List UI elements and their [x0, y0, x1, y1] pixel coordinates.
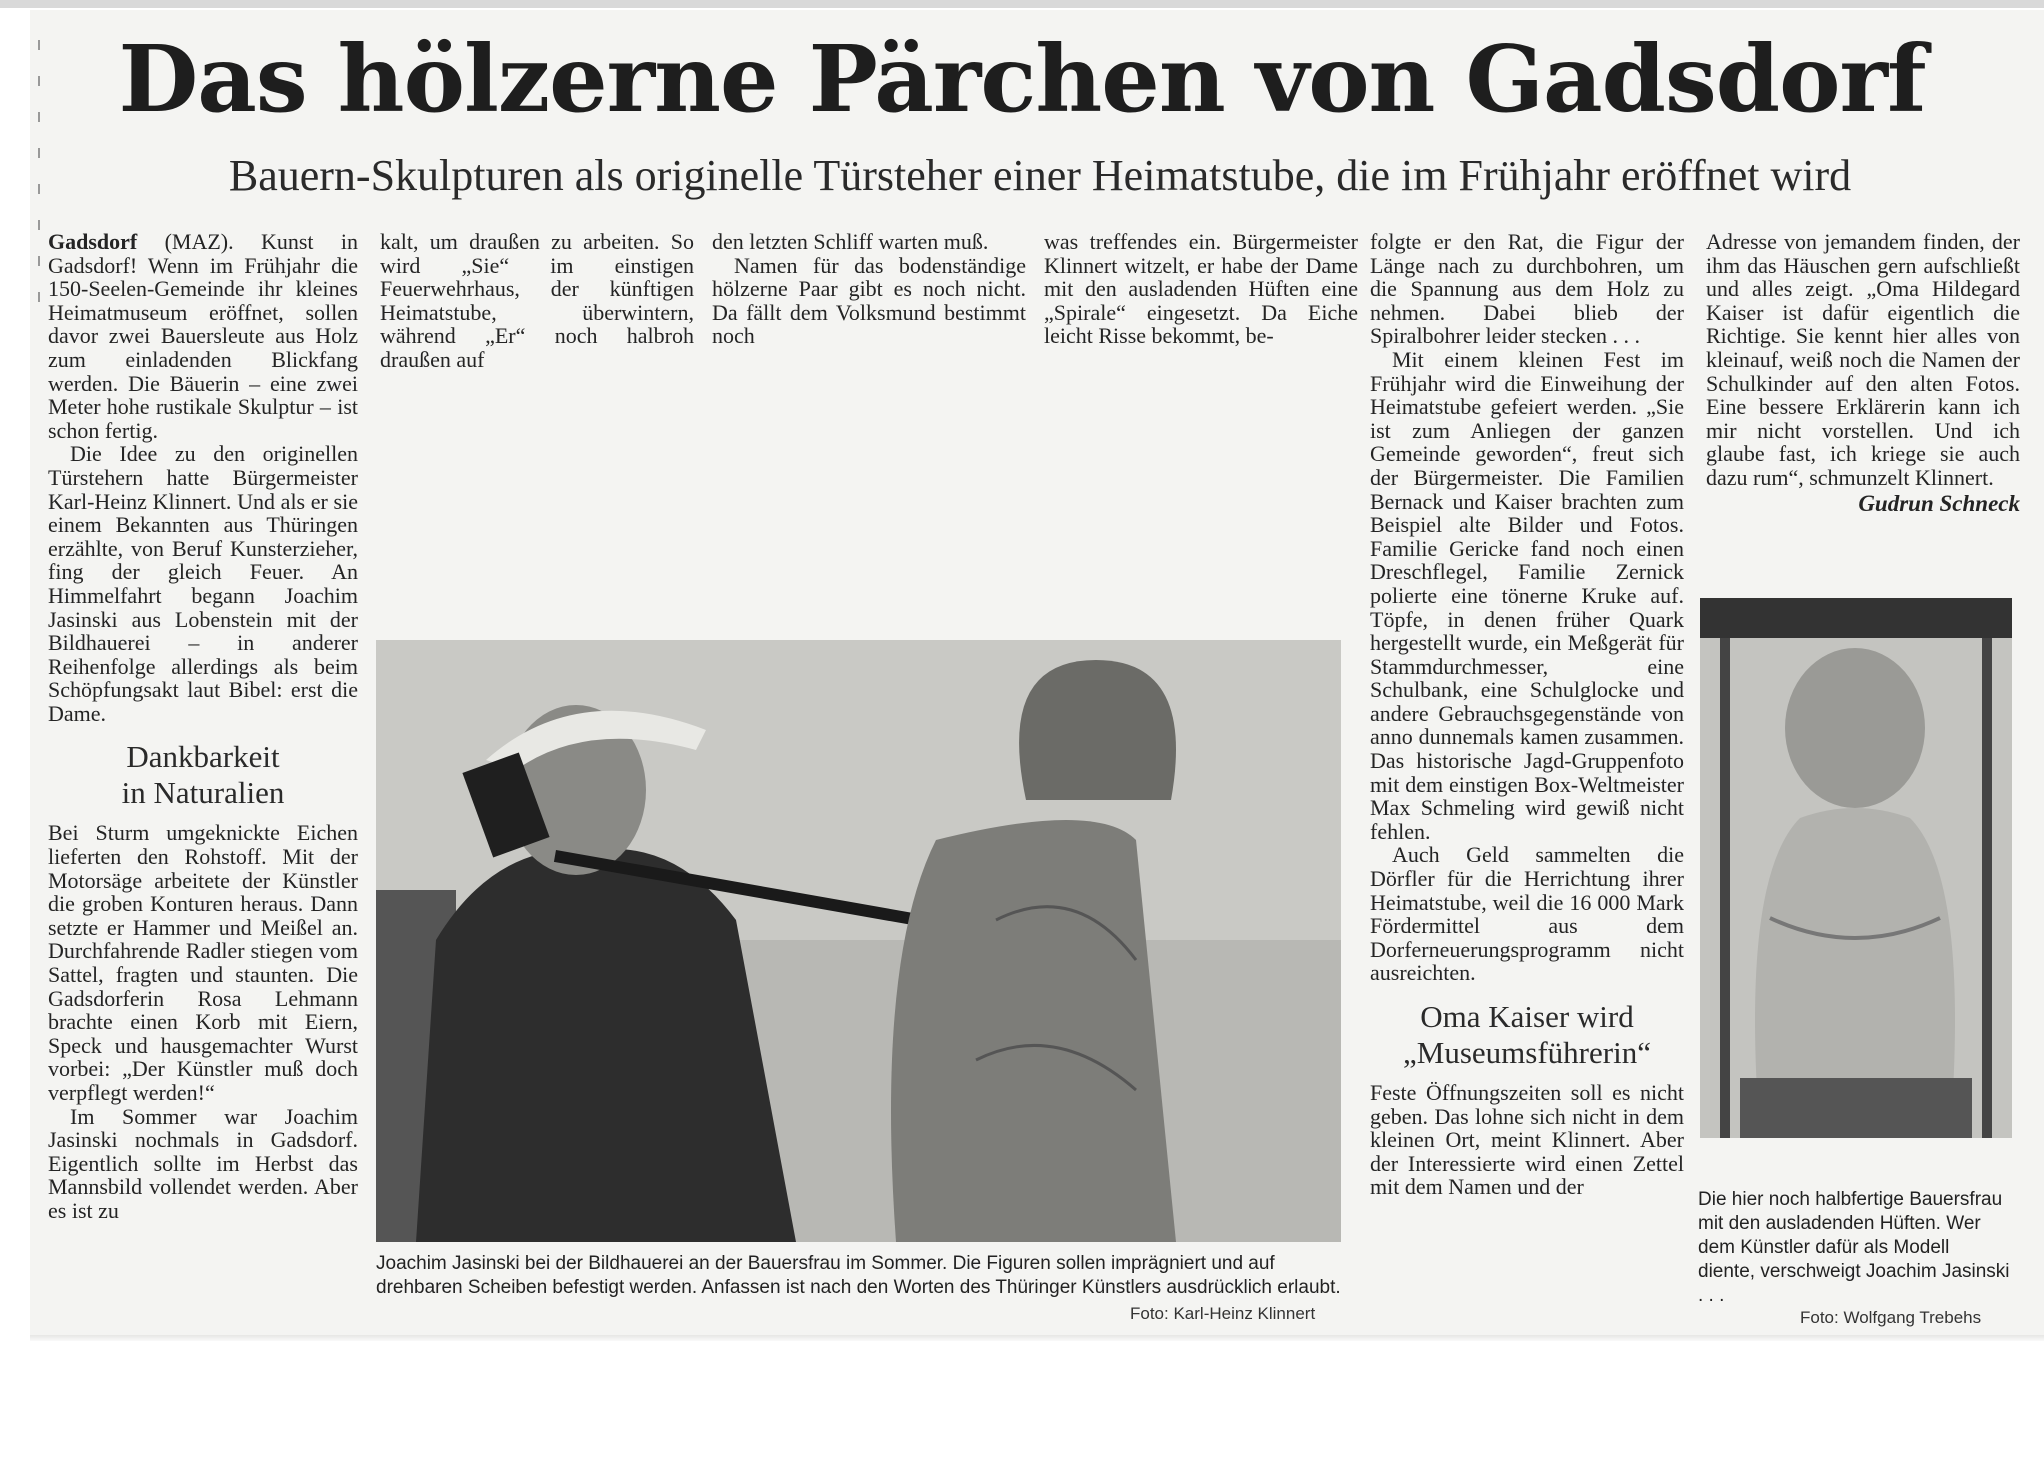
side-photo-caption: Die hier noch halbfertige Bauersfrau mit den ausladenden Hüften. Wer dem Künstler dafür als Modell diente, verschweigt Joachim Jasinski . . . [1698, 1189, 2010, 1306]
paragraph: folgte er den Rat, die Figur der Länge nach zu durchbohren, um die Spannung aus dem Holz zu nehmen. Dabei blieb der Spiralbohrer leider stecken . . . [1370, 229, 1684, 349]
sculpture-head [1019, 660, 1176, 800]
subheadline: Bauern-Skulpturen als originelle Türsteher einer Heimatstube, die im Frühjahr eröffnet wird [228, 151, 1852, 200]
subhead-line: Oma Kaiser wird [1420, 999, 1634, 1034]
lead-text: (MAZ). Kunst in Gadsdorf! Wenn im Frühjahr die 150-Seelen-Gemeinde ihr kleines Heimatmuseum eröffnet, sollen davor zwei Bauersleute aus Holz zum einladenden Blickfang werden. Die Bäuerin – eine zwei Meter hohe rustikale Skulptur – ist schon fertig. [48, 229, 358, 443]
column-3 [712, 230, 1026, 348]
subhead-dankbarkeit [48, 739, 358, 811]
paragraph: Feste Öffnungszeiten soll es nicht geben. Das lohne sich nicht in dem kleinen Ort, meint Klinnert. Aber der Interessierte wird einen Zettel mit dem Namen und der [1370, 1080, 1684, 1200]
paragraph: Auch Geld sammelten die Dörfler für die Herrichtung ihrer Heimatstube, weil die 16 000 Mark Fördermittel aus dem Dorferneuerungsprogramm nicht ausreichten. [1370, 842, 1684, 986]
sculpture-body [891, 820, 1176, 1242]
column-6 [1706, 230, 2020, 515]
column-4 [1044, 230, 1358, 348]
main-photo-credit: Foto: Karl-Heinz Klinnert [1130, 1304, 1316, 1323]
main-photo-caption: Joachim Jasinski bei der Bildhauerei an der Bauersfrau im Sommer. Die Figuren sollen imprägniert und auf drehbaren Scheiben befestigt werden. Anfassen ist nach den Worten des Thüringer Künstlers ausdrücklich erlaubt. [376, 1253, 1341, 1298]
side-photo [1700, 598, 2012, 1138]
paragraph: Namen für das bodenständige hölzerne Paar gibt es noch nicht. Da fällt dem Volksmund bestimmt noch [712, 252, 1026, 349]
subhead-line: in Naturalien [121, 775, 285, 811]
column-5 [1370, 230, 1684, 1199]
paragraph: Die Idee zu den originellen Türstehern hatte Bürgermeister Karl-Heinz Klinnert. Und als er sie einem Bekannten aus Thüringen erzählte, von Beruf Kunsterzieher, fing der gleich Feuer. An Himmelfahrt begann Joachim Jasinski aus Lobenstein mit der Bildhauerei – in anderer Reihenfolge allerdings als beim Schöpfungsakt laut Bibel: erst die Dame. [48, 441, 358, 726]
byline: Gudrun Schneck [1858, 490, 2020, 516]
column-2 [380, 230, 694, 372]
paragraph: Im Sommer war Joachim Jasinski nochmals in Gadsdorf. Eigentlich sollte im Herbst das Mannsbild vollendet werden. Aber es ist zu [48, 1103, 358, 1223]
paragraph: was treffendes ein. Bürgermeister Klinnert witzelt, er habe der Dame mit den ausladenden Hüften eine „Spirale“ eingesetzt. Da Eiche leicht Risse bekommt, be- [1044, 229, 1358, 349]
article-lead [48, 230, 358, 442]
paragraph: den letzten Schliff warten muß. [712, 229, 989, 254]
scanner-top-edge [0, 0, 2044, 8]
main-photo [376, 640, 1341, 1242]
page-fold [30, 1335, 2044, 1341]
paragraph: kalt, um draußen zu arbeiten. So wird „Sie“ im einstigen Feuerwehrhaus, der künftigen Heimatstube, überwintern, während „Er“ noch halbroh draußen auf [380, 229, 694, 372]
subhead-line: „Museumsführerin“ [1403, 1035, 1651, 1070]
side-photo-credit: Foto: Wolfgang Trebehs [1800, 1308, 1982, 1327]
sculpture-face [1785, 648, 1925, 808]
headline: Das hölzerne Pärchen von Gadsdorf [118, 25, 1926, 133]
subhead-line: Dankbarkeit [126, 739, 280, 775]
paragraph: Bei Sturm umgeknickte Eichen lieferten den Rohstoff. Mit der Motorsäge arbeitete der Künstler die groben Konturen heraus. Dann setzte er Hammer und Meißel an. Durchfahrende Radler stiegen vom Sattel, fragten und staunten. Die Gadsdorferin Rosa Lehmann brachte einen Korb mit Eiern, Speck und hausgemachter Wurst vorbei: „Der Künstler muß doch verpflegt werden!“ [48, 820, 358, 1105]
column-1 [48, 230, 358, 1223]
subhead-oma-kaiser [1370, 999, 1684, 1071]
dateline: Gadsdorf [48, 229, 138, 254]
paragraph: Adresse von jemandem finden, der ihm das Häuschen gern aufschließt und alles zeigt. „Oma Hildegard Kaiser ist dafür eigentlich die Richtige. Sie kennt hier alles von kleinauf, weiß noch die Namen der Schulkinder auf den alten Fotos. Eine bessere Erklärerin kann ich mir nicht vorstellen. Und ich glaube fast, ich kriege sie auch dazu rum“, schmunzelt Klinnert. [1706, 229, 2020, 490]
paragraph: Mit einem kleinen Fest im Frühjahr wird die Einweihung der Heimatstube gefeiert werden. „Sie ist zum Anliegen der ganzen Gemeinde geworden“, freut sich der Bürgermeister. Die Familien Bernack und Kaiser brachten zum Beispiel alte Bilder und Fotos. Familie Gericke fand noch einen Dreschflegel, Familie Zernick polierte eine tönerne Kruke auf. Töpfe, in denen früher Quark hergestellt wurde, ein Meßgerät für Stammdurchmesser, eine Schulbank, eine Schulglocke und andere Gebrauchsgegenstände von anno dunnemals kamen zusammen. Das historische Jagd-Gruppenfoto mit dem einstigen Box-Weltmeister Max Schmeling wird gewiß nicht fehlen. [1370, 346, 1684, 844]
